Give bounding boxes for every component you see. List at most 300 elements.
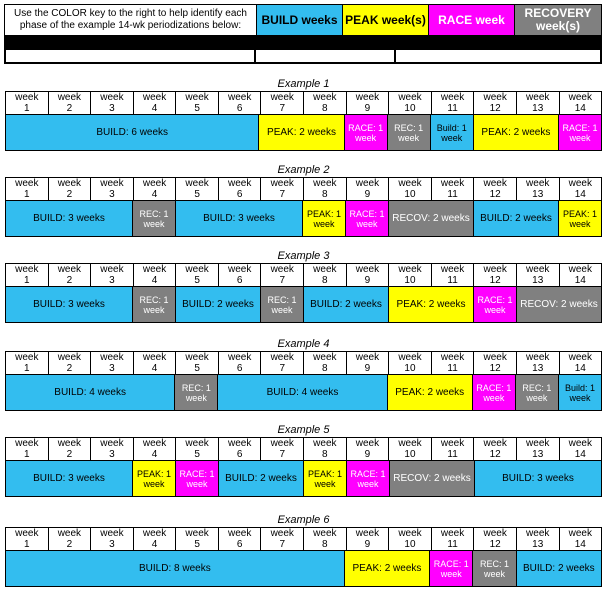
week-cell <box>134 352 177 374</box>
phase-race <box>430 551 473 586</box>
week-label: week <box>313 352 337 363</box>
week-label: week <box>355 264 380 275</box>
phase-label: PEAK: 1 week <box>562 208 598 229</box>
week-number: 3 <box>109 103 115 114</box>
week-number: 4 <box>151 449 158 460</box>
phase-label: REC: 1 week <box>522 382 552 403</box>
week-label: week <box>270 352 294 363</box>
phase-build <box>559 375 601 410</box>
week-cell <box>176 438 219 460</box>
week-row <box>5 527 602 551</box>
key-build: BUILD weeks <box>257 5 343 35</box>
week-number: 8 <box>322 275 328 286</box>
week-number: 2 <box>66 539 73 550</box>
week-cell <box>347 528 390 550</box>
week-cell <box>176 528 219 550</box>
week-number: 1 <box>24 363 30 374</box>
week-cell <box>134 92 177 114</box>
week-number: 14 <box>574 539 586 550</box>
week-cell <box>517 264 560 286</box>
week-number: 1 <box>24 189 30 200</box>
phase-label: REC: 1 week <box>267 294 297 315</box>
week-cell <box>560 92 602 114</box>
phase-label: PEAK: 1 week <box>307 468 343 489</box>
week-cell <box>432 528 475 550</box>
week-cell <box>91 264 134 286</box>
week-label: week <box>100 92 124 103</box>
week-cell <box>347 438 390 460</box>
week-number: 11 <box>447 103 458 114</box>
week-number: 2 <box>66 189 73 200</box>
week-label: week <box>526 92 550 103</box>
week-cell <box>432 92 475 114</box>
phase-build <box>176 201 303 236</box>
week-cell <box>347 264 390 286</box>
week-number: 14 <box>574 189 586 200</box>
phase-label: RACE: 1 week <box>349 208 385 229</box>
week-cell <box>261 92 304 114</box>
phase-label: REC: 1 week <box>394 122 424 143</box>
phase-label: BUILD: 3 weeks <box>502 472 574 484</box>
week-label: week <box>440 438 465 449</box>
phase-recov <box>388 115 431 150</box>
week-cell <box>389 178 432 200</box>
example-5 <box>5 424 602 497</box>
phase-row <box>5 461 602 497</box>
week-cell <box>517 178 560 200</box>
week-label: week <box>142 178 167 189</box>
week-label: week <box>100 264 124 275</box>
week-cell <box>91 352 134 374</box>
week-label: week <box>15 264 39 275</box>
week-number: 7 <box>279 363 286 374</box>
week-label: week <box>440 264 465 275</box>
week-cell <box>219 178 262 200</box>
phase-peak <box>303 201 346 236</box>
phase-recov <box>261 287 304 322</box>
week-number: 14 <box>574 103 586 114</box>
week-cell <box>304 178 347 200</box>
phase-label: RECOV: 2 weeks <box>392 212 470 224</box>
week-number: 14 <box>574 449 586 460</box>
week-cell <box>219 352 262 374</box>
week-label: week <box>568 92 592 103</box>
phase-recov <box>133 287 176 322</box>
week-number: 1 <box>24 103 30 114</box>
phase-race <box>347 461 390 496</box>
phase-label: BUILD: 2 weeks <box>182 298 254 310</box>
week-label: week <box>440 352 465 363</box>
week-label: week <box>440 528 465 539</box>
phase-build <box>6 461 133 496</box>
week-number: 5 <box>194 275 200 286</box>
week-cell <box>49 438 92 460</box>
week-label: week <box>398 178 422 189</box>
week-cell <box>176 352 219 374</box>
week-number: 9 <box>364 275 371 286</box>
week-label: week <box>568 528 592 539</box>
week-label: week <box>526 528 550 539</box>
week-label: week <box>355 92 380 103</box>
phase-label: PEAK: 1 week <box>136 468 172 489</box>
week-label: week <box>142 528 167 539</box>
phase-build <box>431 115 474 150</box>
week-label: week <box>185 178 209 189</box>
phase-label: PEAK: 1 week <box>306 208 342 229</box>
week-cell <box>389 438 432 460</box>
week-label: week <box>483 92 507 103</box>
week-label: week <box>57 178 82 189</box>
week-number: 9 <box>364 363 371 374</box>
week-cell <box>261 264 304 286</box>
week-number: 2 <box>66 363 73 374</box>
separator-bar <box>4 36 602 50</box>
week-number: 10 <box>404 363 416 374</box>
week-number: 6 <box>236 539 243 550</box>
week-number: 4 <box>151 363 158 374</box>
phase-peak <box>389 287 474 322</box>
week-cell <box>134 178 177 200</box>
phase-label: RECOV: 2 weeks <box>393 472 471 484</box>
week-cell <box>176 92 219 114</box>
week-label: week <box>568 178 592 189</box>
week-label: week <box>15 528 39 539</box>
example-title: Example 2 <box>277 164 330 176</box>
week-cell <box>347 352 390 374</box>
week-number: 11 <box>447 539 458 550</box>
phase-recov <box>390 461 475 496</box>
phase-label: BUILD: 3 weeks <box>33 472 105 484</box>
week-number: 3 <box>109 539 115 550</box>
week-number: 8 <box>322 103 328 114</box>
week-label: week <box>270 528 294 539</box>
week-cell <box>560 438 602 460</box>
phase-build <box>218 375 387 410</box>
week-cell <box>474 438 517 460</box>
example-title: Example 6 <box>277 514 330 526</box>
week-number: 12 <box>489 449 501 460</box>
week-label: week <box>185 92 209 103</box>
week-number: 6 <box>236 275 243 286</box>
key-recovery: RECOVERY week(s) <box>515 5 601 35</box>
week-label: week <box>440 92 465 103</box>
week-number: 3 <box>109 275 115 286</box>
week-number: 7 <box>279 103 286 114</box>
week-label: week <box>313 92 337 103</box>
week-cell <box>474 528 517 550</box>
phase-row <box>5 115 602 151</box>
week-cell <box>6 352 49 374</box>
week-cell <box>49 352 92 374</box>
phase-label: Build: 1 week <box>564 382 595 403</box>
week-number: 6 <box>236 363 243 374</box>
week-label: week <box>228 92 252 103</box>
phase-label: BUILD: 4 weeks <box>266 386 339 398</box>
phase-build <box>474 201 559 236</box>
week-number: 7 <box>279 189 286 200</box>
week-number: 8 <box>322 449 328 460</box>
example-2 <box>5 164 602 237</box>
week-number: 10 <box>404 189 416 200</box>
phase-label: BUILD: 3 weeks <box>33 298 105 310</box>
week-cell <box>261 528 304 550</box>
phase-label: PEAK: 2 weeks <box>395 386 465 398</box>
week-label: week <box>568 438 592 449</box>
week-cell <box>560 264 602 286</box>
week-label: week <box>270 264 294 275</box>
phase-label: RACE: 1 week <box>348 122 384 143</box>
phase-recov <box>133 201 176 236</box>
week-cell <box>517 92 560 114</box>
week-label: week <box>15 352 39 363</box>
week-label: week <box>526 264 550 275</box>
week-cell <box>91 178 134 200</box>
phase-label: BUILD: 3 weeks <box>33 212 105 224</box>
week-number: 10 <box>404 539 416 550</box>
week-number: 6 <box>236 449 243 460</box>
week-row <box>5 91 602 115</box>
week-number: 3 <box>109 189 115 200</box>
phase-race <box>346 201 389 236</box>
week-cell <box>432 352 475 374</box>
week-label: week <box>100 528 124 539</box>
week-label: week <box>398 92 422 103</box>
phase-build <box>6 375 175 410</box>
phase-label: PEAK: 2 weeks <box>396 298 466 310</box>
week-number: 2 <box>66 275 73 286</box>
phase-label: BUILD: 2 weeks <box>480 212 552 224</box>
phase-label: REC: 1 week <box>139 294 169 315</box>
phase-race <box>473 375 516 410</box>
week-number: 11 <box>447 275 458 286</box>
week-number: 4 <box>151 103 158 114</box>
week-number: 14 <box>574 275 586 286</box>
phase-peak <box>133 461 176 496</box>
week-label: week <box>313 178 337 189</box>
week-cell <box>134 438 177 460</box>
week-cell <box>304 92 347 114</box>
divider <box>254 50 256 62</box>
phase-label: BUILD: 6 weeks <box>96 126 169 138</box>
week-cell <box>49 528 92 550</box>
week-number: 13 <box>532 103 544 114</box>
phase-peak <box>388 375 473 410</box>
week-cell <box>6 178 49 200</box>
week-number: 10 <box>404 103 416 114</box>
phase-label: PEAK: 2 weeks <box>352 562 422 574</box>
week-label: week <box>142 438 167 449</box>
week-cell <box>49 178 92 200</box>
week-label: week <box>142 352 167 363</box>
week-label: week <box>228 264 252 275</box>
phase-label: Build: 1 week <box>436 122 467 143</box>
week-label: week <box>100 178 124 189</box>
week-label: week <box>526 178 550 189</box>
example-4 <box>5 338 602 411</box>
phase-label: RACE: 1 week <box>477 294 513 315</box>
phase-build <box>219 461 304 496</box>
example-3 <box>5 250 602 323</box>
week-number: 3 <box>109 363 115 374</box>
phase-recov <box>516 375 559 410</box>
week-cell <box>49 92 92 114</box>
example-title: Example 1 <box>277 78 330 90</box>
week-cell <box>134 264 177 286</box>
week-number: 13 <box>532 189 544 200</box>
week-row <box>5 437 602 461</box>
week-number: 5 <box>194 539 200 550</box>
week-number: 8 <box>322 363 328 374</box>
week-cell <box>304 264 347 286</box>
week-cell <box>389 352 432 374</box>
week-label: week <box>57 92 82 103</box>
week-number: 13 <box>532 449 544 460</box>
week-cell <box>261 178 304 200</box>
phase-recov <box>473 551 516 586</box>
phase-build <box>6 201 133 236</box>
phase-label: RECOV: 2 weeks <box>520 298 598 310</box>
week-label: week <box>483 178 507 189</box>
week-number: 7 <box>279 539 286 550</box>
phase-race <box>474 287 517 322</box>
week-label: week <box>57 528 82 539</box>
week-number: 2 <box>66 103 73 114</box>
week-label: week <box>568 264 592 275</box>
week-cell <box>560 528 602 550</box>
week-cell <box>517 352 560 374</box>
week-number: 4 <box>151 539 158 550</box>
phase-row <box>5 287 602 323</box>
week-label: week <box>185 352 209 363</box>
week-cell <box>91 528 134 550</box>
phase-race <box>176 461 219 496</box>
phase-label: RACE: 1 week <box>179 468 215 489</box>
week-label: week <box>483 264 507 275</box>
week-cell <box>389 264 432 286</box>
week-number: 12 <box>489 189 501 200</box>
week-cell <box>517 438 560 460</box>
blank-bar <box>4 50 602 64</box>
example-title: Example 5 <box>277 424 330 436</box>
week-label: week <box>526 352 550 363</box>
week-number: 12 <box>489 363 501 374</box>
week-number: 9 <box>364 103 371 114</box>
week-label: week <box>228 178 252 189</box>
week-number: 4 <box>151 275 158 286</box>
phase-label: PEAK: 2 weeks <box>267 126 336 138</box>
phase-label: RACE: 1 week <box>562 122 598 143</box>
week-label: week <box>57 352 82 363</box>
phase-row <box>5 375 602 411</box>
week-label: week <box>398 352 422 363</box>
phase-peak <box>304 461 347 496</box>
phase-build <box>6 551 345 586</box>
phase-label: RACE: 1 week <box>433 558 469 579</box>
phase-label: BUILD: 2 weeks <box>522 562 595 574</box>
phase-row <box>5 551 602 587</box>
week-label: week <box>568 352 592 363</box>
phase-build <box>176 287 261 322</box>
week-label: week <box>313 264 337 275</box>
week-cell <box>6 438 49 460</box>
week-number: 13 <box>532 539 544 550</box>
divider <box>394 50 396 62</box>
week-label: week <box>398 438 422 449</box>
week-label: week <box>100 352 124 363</box>
week-row <box>5 263 602 287</box>
phase-label: PEAK: 2 weeks <box>481 126 551 138</box>
week-label: week <box>313 528 337 539</box>
phase-build <box>517 551 601 586</box>
week-cell <box>219 438 262 460</box>
phase-row <box>5 201 602 237</box>
phase-recov <box>389 201 474 236</box>
phase-recov <box>175 375 218 410</box>
week-label: week <box>15 178 39 189</box>
week-cell <box>304 528 347 550</box>
week-number: 5 <box>194 449 200 460</box>
phase-label: REC: 1 week <box>181 382 211 403</box>
week-cell <box>134 528 177 550</box>
week-number: 12 <box>489 539 501 550</box>
week-cell <box>176 264 219 286</box>
week-label: week <box>142 92 167 103</box>
week-label: week <box>100 438 124 449</box>
week-cell <box>304 352 347 374</box>
phase-build <box>6 287 133 322</box>
week-number: 13 <box>532 363 544 374</box>
week-label: week <box>142 264 167 275</box>
week-number: 1 <box>24 449 30 460</box>
week-number: 5 <box>194 363 200 374</box>
phase-race <box>559 115 601 150</box>
week-cell <box>517 528 560 550</box>
phase-peak <box>345 551 430 586</box>
week-number: 7 <box>279 449 286 460</box>
week-number: 10 <box>404 449 416 460</box>
week-cell <box>176 178 219 200</box>
week-number: 5 <box>194 189 200 200</box>
week-cell <box>304 438 347 460</box>
color-key <box>4 4 602 36</box>
week-number: 2 <box>66 449 73 460</box>
phase-label: BUILD: 2 weeks <box>310 298 382 310</box>
week-label: week <box>440 178 465 189</box>
phase-label: RACE: 1 week <box>350 468 386 489</box>
week-cell <box>261 352 304 374</box>
phase-label: BUILD: 2 weeks <box>225 472 297 484</box>
week-label: week <box>185 438 209 449</box>
week-label: week <box>398 528 422 539</box>
week-cell <box>389 528 432 550</box>
phase-peak <box>259 115 344 150</box>
week-label: week <box>228 528 252 539</box>
week-label: week <box>228 352 252 363</box>
week-label: week <box>57 264 82 275</box>
week-row <box>5 351 602 375</box>
key-peak: PEAK week(s) <box>343 5 429 35</box>
week-label: week <box>355 178 380 189</box>
phase-build <box>475 461 601 496</box>
phase-label: RACE: 1 week <box>476 382 512 403</box>
key-race: RACE week <box>429 5 515 35</box>
week-cell <box>49 264 92 286</box>
week-number: 14 <box>574 363 586 374</box>
week-number: 1 <box>24 275 30 286</box>
week-label: week <box>185 264 209 275</box>
key-instructions: Use the COLOR key to the right to help identify each phase of the example 14-wk periodizations below: <box>5 5 257 35</box>
example-6 <box>5 514 602 587</box>
